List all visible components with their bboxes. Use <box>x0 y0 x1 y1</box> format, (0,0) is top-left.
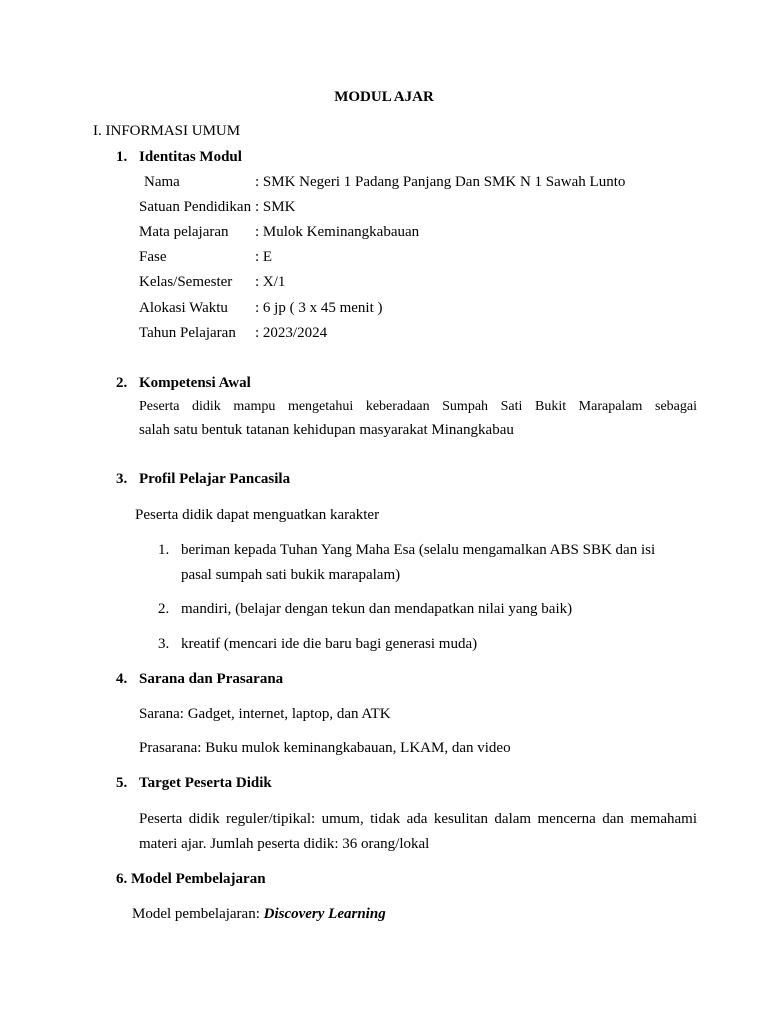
identitas-heading: Identitas Modul <box>139 149 242 165</box>
row-value-kelas: : X/1 <box>255 274 286 290</box>
row-value-mapel: : Mulok Keminangkabauan <box>255 224 420 240</box>
row-value-fase: : E <box>255 249 273 265</box>
row-key-nama: Nama <box>144 174 180 190</box>
sarana-heading: Sarana dan Prasarana <box>139 671 284 687</box>
kompetensi-number: 2. <box>116 375 128 391</box>
identitas-number: 1. <box>116 149 128 165</box>
prasarana-text: Prasarana: Buku mulok keminangkabauan, LKAM, dan video <box>139 740 511 756</box>
sarana-text: Sarana: Gadget, internet, laptop, dan ATK <box>139 706 391 722</box>
row-key-kelas: Kelas/Semester <box>139 274 233 290</box>
target-text-line1: Peserta didik reguler/tipikal: umum, tidak ada kesulitan dalam mencerna dan memahami <box>139 811 697 827</box>
kompetensi-text-line2: salah satu bentuk tatanan kehidupan masyarakat Minangkabau <box>139 422 514 438</box>
model-label: Model pembelajaran: <box>132 906 264 922</box>
model-heading: 6. Model Pembelajaran <box>116 871 266 887</box>
row-key-mapel: Mata pelajaran <box>139 224 229 240</box>
kompetensi-text-line1: Peserta didik mampu mengetahui keberadaan Sumpah Sati Bukit Marapalam sebagai <box>139 399 697 414</box>
sarana-number: 4. <box>116 671 128 687</box>
profil-item-text: mandiri, (belajar dengan tekun dan mendapatkan nilai yang baik) <box>181 601 573 617</box>
row-key-fase: Fase <box>139 249 167 265</box>
profil-intro: Peserta didik dapat menguatkan karakter <box>135 507 380 523</box>
document-title: MODUL AJAR <box>334 89 434 105</box>
model-line <box>132 905 386 925</box>
row-value-satuan: : SMK <box>255 199 296 215</box>
section-heading: I. INFORMASI UMUM <box>93 123 241 139</box>
row-key-alokasi: Alokasi Waktu <box>139 300 228 316</box>
target-heading: Target Peserta Didik <box>139 775 272 791</box>
row-value-nama: : SMK Negeri 1 Padang Panjang Dan SMK N 1 Sawah Lunto <box>255 174 626 190</box>
profil-item-number: 1. <box>158 542 170 558</box>
profil-item-text: beriman kepada Tuhan Yang Maha Esa (selalu mengamalkan ABS SBK dan isi <box>181 542 656 558</box>
profil-number: 3. <box>116 471 128 487</box>
profil-item-text-cont: pasal sumpah sati bukik marapalam) <box>181 567 401 583</box>
profil-item-number: 3. <box>158 636 170 652</box>
target-number: 5. <box>116 775 128 791</box>
target-text-line2: materi ajar. Jumlah peserta didik: 36 orang/lokal <box>139 836 430 852</box>
row-value-alokasi: : 6 jp ( 3 x 45 menit ) <box>255 300 383 316</box>
profil-heading: Profil Pelajar Pancasila <box>139 471 291 487</box>
row-key-tahun: Tahun Pelajaran <box>139 325 236 341</box>
profil-item-number: 2. <box>158 601 170 617</box>
row-key-satuan: Satuan Pendidikan <box>139 199 252 215</box>
model-value: Discovery Learning <box>263 906 386 922</box>
profil-item-text: kreatif (mencari ide die baru bagi generasi muda) <box>181 636 478 652</box>
kompetensi-heading: Kompetensi Awal <box>139 375 251 391</box>
row-value-tahun: : 2023/2024 <box>255 325 328 341</box>
